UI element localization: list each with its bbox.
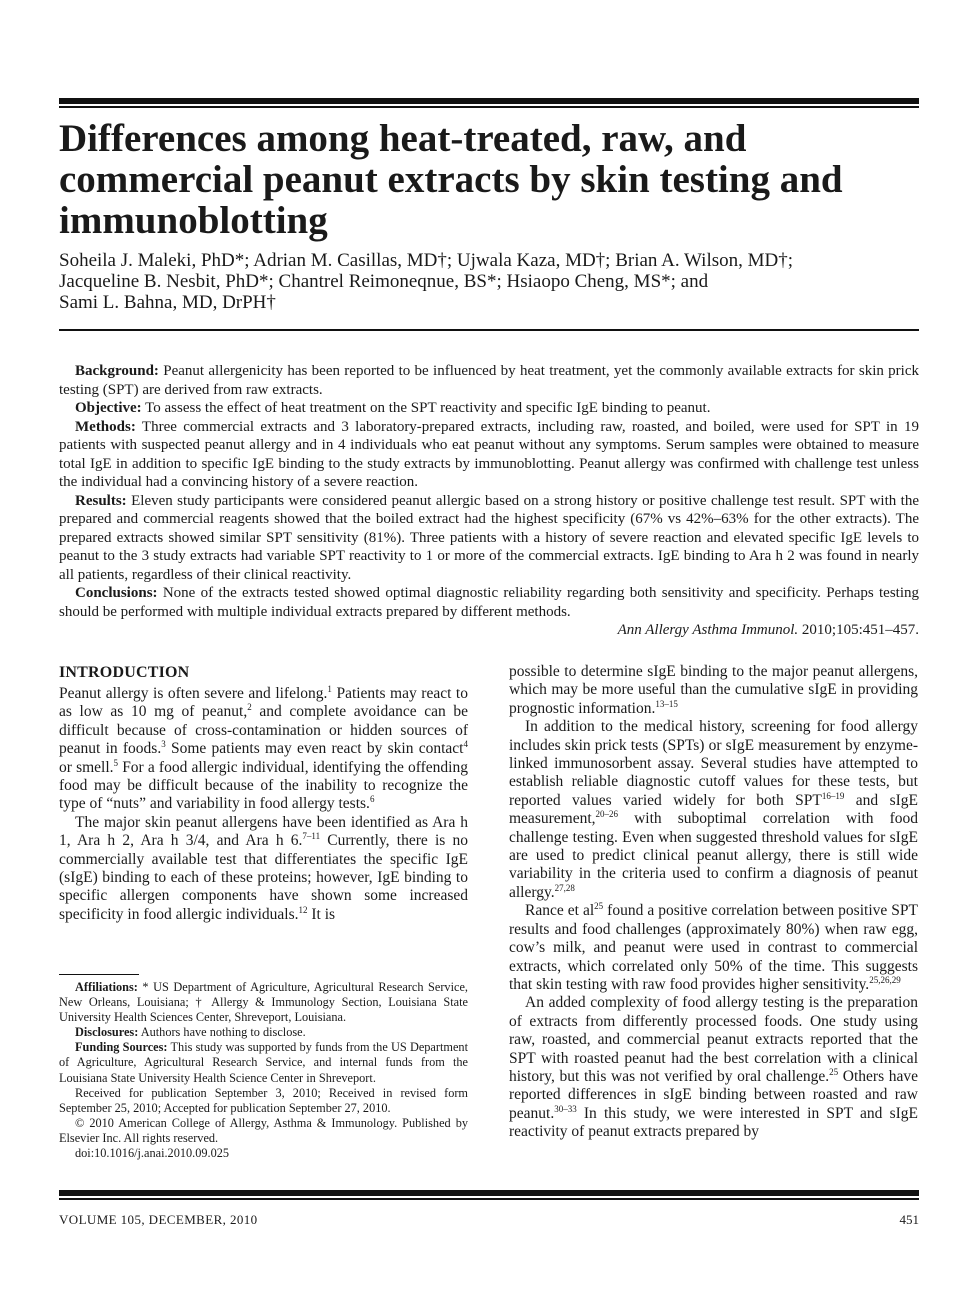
reference-superscript: 27,28 <box>554 882 575 893</box>
abstract-conclusions <box>59 584 919 621</box>
abstract-methods <box>59 418 919 492</box>
reference-superscript: 25,26,29 <box>869 974 901 985</box>
affiliations-text: * US Department of Agriculture, Agricultural Research Service, New Orleans, Louisiana; † Allergy & Immunology Section, Louisiana State University Health Sciences Center, Shreveport, Louisiana. <box>59 980 468 1025</box>
paragraph-text: For a food allergic individual, identifying the offending food may be difficult because of the inability to recognize the type of “nuts” and variability in food allergy tests. <box>59 758 468 813</box>
results-label: Results: <box>75 492 127 509</box>
footnote-doi: doi:10.1016/j.anai.2010.09.025 <box>75 1146 230 1161</box>
reference-superscript: 25 <box>829 1066 839 1077</box>
reference-superscript: 2 <box>247 702 252 713</box>
reference-superscript: 6 <box>369 794 375 805</box>
footnote-rule <box>59 974 139 975</box>
section-heading: INTRODUCTION <box>59 664 190 681</box>
paragraph-text: An added complexity of food allergy testing is the preparation of extracts from differently processed foods. One study using raw, roasted, and commercial peanut extracts reported that the SPT with roasted peanut had the best correlation with a clinical history, but this was not verified by oral challenge. <box>509 994 918 1085</box>
funding-label: Funding Sources: <box>75 1040 168 1055</box>
affiliations-label: Affiliations: <box>75 980 138 994</box>
disclosures-label: Disclosures: <box>75 1025 139 1040</box>
abstract-objective <box>59 399 919 418</box>
paragraph-text: The major skin peanut allergens have been identified as Ara h 1, Ara h 2, Ara h 3/4, and Ara h 6. <box>59 813 468 850</box>
article-title: Differences among heat-treated, raw, and commercial peanut extracts by skin testing and immunoblotting <box>59 117 843 242</box>
footnote-affiliations <box>59 980 468 1025</box>
footnotes <box>59 980 468 1161</box>
paragraph-text: and complete avoidance can be difficult because of cross-contamination or hidden sources of peanut in foods. <box>59 703 469 758</box>
reference-superscript: 4 <box>463 739 468 750</box>
paragraph-text: In this study, we were interested in SPT and sIgE reactivity of peanut extracts prepared by <box>509 1104 918 1141</box>
paragraph-text: found a positive correlation between positive SPT results and food challenges (approximately 80%) when raw egg, cow’s milk, and peanut were used in contrast to commercial extracts, which correlated only 50% of the time. This suggests that skin testing with raw food provides higher sensitivity. <box>509 902 918 993</box>
intro-paragraph-2 <box>59 814 468 924</box>
paragraph-text: Currently, there is no commercially available test that differentiates the specific IgE (sIgE) binding to each of these proteins; however, IgE binding to specific allergen components have shown some increased specificity in food allergic individuals. <box>59 832 468 923</box>
background-text: Peanut allergenicity has been reported to be influenced by heat treatment, yet the commonly available extracts for skin prick testing (SPT) are derived from raw extracts. <box>59 363 920 398</box>
disclosures-text: Authors have nothing to disclose. <box>140 1025 306 1040</box>
paragraph-text: Rance et al <box>525 902 595 920</box>
reference-superscript: 25 <box>594 901 604 912</box>
header-divider <box>59 329 919 331</box>
results-text: Eleven study participants were considered peanut allergic based on a strong history or positive challenge test result. SPT with the prepared and commercial reagents showed that the boiled extract had the highest specificity (67% vs 42%–63% for the other extracts). The prepared extracts showed similar SPT sensitivity (81%). Three patients with a history of severe reaction and elevated specific IgE levels to peanut to the 3 study extracts had variable SPT reactivity to 1 or more of the commercial extracts. IgE binding to Ara h 2 was found in nearly all patients, regardless of their clinical reactivity. <box>59 492 920 583</box>
author-line: Sami L. Bahna, MD, DrPH† <box>59 292 276 313</box>
paragraph-text: Some patients may even react by skin contact <box>165 740 464 758</box>
paragraph-text: Patients may react to as low as 10 mg of peanut, <box>59 685 468 721</box>
objective-text: To assess the effect of heat treatment on the SPT reactivity and specific IgE binding to peanut. <box>145 400 711 416</box>
footnote-funding <box>59 1040 468 1085</box>
citation-journal: Ann Allergy Asthma Immunol. <box>617 622 799 638</box>
reference-superscript: 12 <box>298 904 308 915</box>
methods-label: Methods: <box>75 418 136 435</box>
intro-paragraph-5 <box>509 902 918 994</box>
reference-superscript: 1 <box>327 683 332 694</box>
intro-paragraph-1 <box>59 685 468 814</box>
reference-superscript: 3 <box>161 739 166 750</box>
body-column-right <box>509 663 918 1142</box>
page-number: 451 <box>899 1212 919 1227</box>
reference-superscript: 20–26 <box>595 809 619 820</box>
author-list <box>59 250 919 313</box>
volume-info: VOLUME 105, DECEMBER, 2010 <box>59 1212 258 1227</box>
footnote-disclosures <box>59 1025 468 1040</box>
footnote-received: Received for publication September 3, 2010; Received in revised form September 25, 2010; Accepted for publication September 27, 2010. <box>59 1085 468 1115</box>
paragraph-text: In addition to the medical history, screening for food allergy includes skin prick tests (SPTs) or sIgE measurement by enzyme-linked immunosorbent assay. Several studies have attempted to establish reliable diagnostic cutoff values for these tests, but reported values varied widely for both SPT <box>509 718 918 809</box>
intro-paragraph-3 <box>509 663 918 718</box>
paragraph-text: with suboptimal correlation with food challenge testing. Even when suggested threshold values for sIgE are used to predict clinical peanut allergy, there is still wide variability in the criteria used to confirm a diagnosis of peanut allergy. <box>509 810 918 901</box>
conclusions-label: Conclusions: <box>75 585 158 601</box>
abstract-background <box>59 362 919 399</box>
author-line: Soheila J. Maleki, PhD*; Adrian M. Casillas, MD†; Ujwala Kaza, MD†; Brian A. Wilson, MD†; <box>59 250 794 271</box>
citation <box>59 621 919 640</box>
paragraph-text: possible to determine sIgE binding to the major peanut allergens, which may be more useful than the cumulative sIgE in providing prognostic information. <box>509 663 918 717</box>
reference-superscript: 13–15 <box>655 698 678 709</box>
reference-superscript: 7–11 <box>302 831 321 842</box>
objective-label: Objective: <box>75 400 142 416</box>
paragraph-text: or smell. <box>59 758 114 776</box>
intro-paragraph-4 <box>509 718 918 902</box>
reference-superscript: 16–19 <box>821 790 845 801</box>
paragraph-text: Others have reported differences in sIgE binding between roasted and raw peanut. <box>509 1067 918 1122</box>
reference-superscript: 5 <box>113 757 119 768</box>
methods-text: Three commercial extracts and 3 laboratory-prepared extracts, including raw, roasted, and boiled, were used for SPT in 19 patients with suspected peanut allergy and in 4 individuals who eat peanut without any symptoms. Serum samples were obtained to measure total IgE in addition to specific IgE binding to the study extracts by immunoblotting. Peanut allergy was confirmed with challenge test unless the individual had a convincing history of a severe reaction. <box>59 418 919 490</box>
paragraph-text: and sIgE measurement, <box>509 791 918 828</box>
background-label: Background: <box>75 363 159 379</box>
top-rule <box>59 98 919 108</box>
footnote-copyright: © 2010 American College of Allergy, Asthma & Immunology. Published by Elsevier Inc. All rights reserved. <box>59 1115 468 1145</box>
funding-text: This study was supported by funds from the US Department of Agriculture, Agricultural Research Service, and internal funds from the Louisiana State University Health Science Center in Shreveport. <box>59 1040 468 1085</box>
paragraph-text: Peanut allergy is often severe and lifelong. <box>59 685 328 702</box>
abstract <box>59 362 919 640</box>
bottom-rule <box>59 1190 919 1200</box>
citation-details: 2010;105:451–457. <box>801 622 919 638</box>
paragraph-text: It is <box>307 905 336 923</box>
intro-paragraph-6 <box>509 994 918 1141</box>
body-column-left <box>59 663 468 924</box>
reference-superscript: 30–33 <box>554 1103 577 1114</box>
author-line: Jacqueline B. Nesbit, PhD*; Chantrel Reimoneqnue, BS*; Hsiaopo Cheng, MS*; and <box>59 271 709 292</box>
conclusions-text: None of the extracts tested showed optimal diagnostic reliability regarding both sensitivity and specificity. Perhaps testing should be performed with multiple individual extracts prepared by different methods. <box>59 585 919 620</box>
abstract-results <box>59 492 919 585</box>
